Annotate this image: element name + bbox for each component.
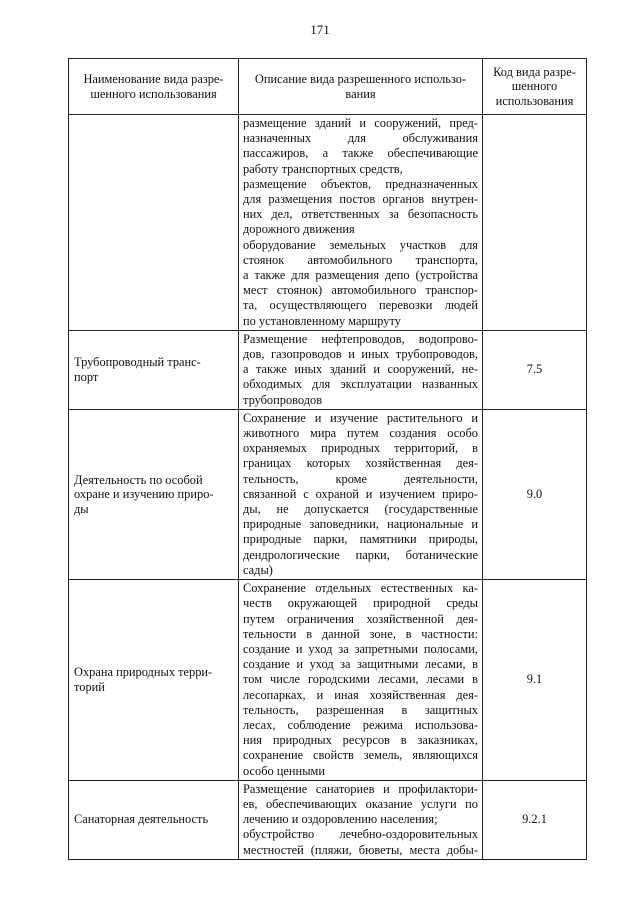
description-line: ды, не допускается (государственные [243,502,478,517]
description-line: создание и уход за запретными полосами, [243,641,478,656]
description-line: пассажиров, а также обеспечивающие [243,146,478,161]
description-line: природные заповедники, национальные и [243,517,478,532]
description-line: по установленному маршруту [243,313,401,328]
use-type-name: Деятельность по особой охране и изучению приро- ды [69,409,239,579]
use-type-description [239,115,483,331]
description-line: Размещение нефтепроводов, водопрово- [243,331,478,346]
use-type-description [239,409,483,579]
table-row [69,330,587,409]
description-line: дендрологические парки, ботанические [243,547,478,562]
table-row [69,409,587,579]
description-line: тельности в данной зоне, в частности: [243,626,478,641]
description-line: обустройство лечебно-оздоровительных [243,827,478,842]
description-line: стоянок автомобильного транспорта, [243,252,478,267]
description-line: путем ограничения хозяйственной дея- [243,611,478,626]
description-line: обходимых для эксплуатации названных [243,377,478,392]
description-line: природные парки, памятники природы, [243,532,478,547]
description-line: трубопроводов [243,392,323,407]
land-use-table [68,58,587,860]
description-line: а также для размещения депо (устройства [243,268,478,283]
use-type-description [239,580,483,781]
use-type-code: 7.5 [483,330,587,409]
use-type-code: 9.0 [483,409,587,579]
use-type-code: 9.1 [483,580,587,781]
use-type-name: Трубопроводный транс- порт [69,330,239,409]
use-type-name [69,115,239,331]
description-line: мест стоянок) автомобильного транспор- [243,283,478,298]
header-name: Наименование вида разре- шенного использования [69,59,239,115]
table-row [69,580,587,781]
description-line: а также иных зданий и сооружений, не- [243,362,478,377]
description-line: тельность, кроме деятельности, [243,471,478,486]
description-line: лесопарках, и иная хозяйственная дея- [243,687,478,702]
description-line: особо ценными [243,763,325,778]
description-line: местностей (пляжи, бюветы, места добы- [243,842,478,857]
page-number: 171 [310,22,330,37]
use-type-description [239,780,483,859]
description-line: лесах, соблюдение режима использова- [243,717,478,732]
description-line: для размещения постов органов внутрен- [243,192,478,207]
description-line: та, осуществляющего перевозки людей [243,298,478,313]
use-type-description [239,330,483,409]
description-line: охраняемых природных территорий, в [243,441,478,456]
table-row [69,780,587,859]
description-line: тельность, разрешенная в защитных [243,702,478,717]
description-line: честв окружающей природной среды [243,596,478,611]
description-line: размещение зданий и сооружений, пред- [243,116,478,130]
table-body [69,115,587,860]
description-line: том числе городскими лесами, лесами в [243,672,478,687]
description-line: Сохранение и изучение растительного и [243,410,478,425]
description-line: назначенных для обслуживания [243,131,478,146]
header-code: Код вида разре- шенного использования [483,59,587,115]
use-type-code: 9.2.1 [483,780,587,859]
use-type-code [483,115,587,331]
header-description: Описание вида разрешенного использо- вания [239,59,483,115]
use-type-name: Санаторная деятельность [69,780,239,859]
description-line: границах которых хозяйственная дея- [243,456,478,471]
description-line: ния природных ресурсов в заказниках, [243,733,478,748]
description-line: дов, газопроводов и иных трубопроводов, [243,347,478,362]
description-line: размещение объектов, предназначенных [243,176,478,191]
description-line: сохранение свойств земель, являющихся [243,748,478,763]
description-line: работу транспортных средств, [243,161,403,176]
description-line: животного мира путем создания особо [243,426,478,441]
description-line: создание и уход за защитными лесами, в [243,657,478,672]
description-line: дорожного движения [243,222,355,237]
table-row [69,115,587,331]
use-type-name: Охрана природных терри- торий [69,580,239,781]
description-line: Размещение санаториев и профилактори- [243,781,478,796]
description-line: Сохранение отдельных естественных ка- [243,581,478,596]
table-header-row [69,59,587,115]
description-line: оборудование земельных участков для [243,237,478,252]
description-line: сады) [243,562,273,577]
description-line: них дел, ответственных за безопасность [243,207,478,222]
description-line: связанной с охраной и изучением приро- [243,486,478,501]
description-line: лечению и оздоровлению населения; [243,812,438,827]
description-line: ев, обеспечивающих оказание услуги по [243,796,478,811]
